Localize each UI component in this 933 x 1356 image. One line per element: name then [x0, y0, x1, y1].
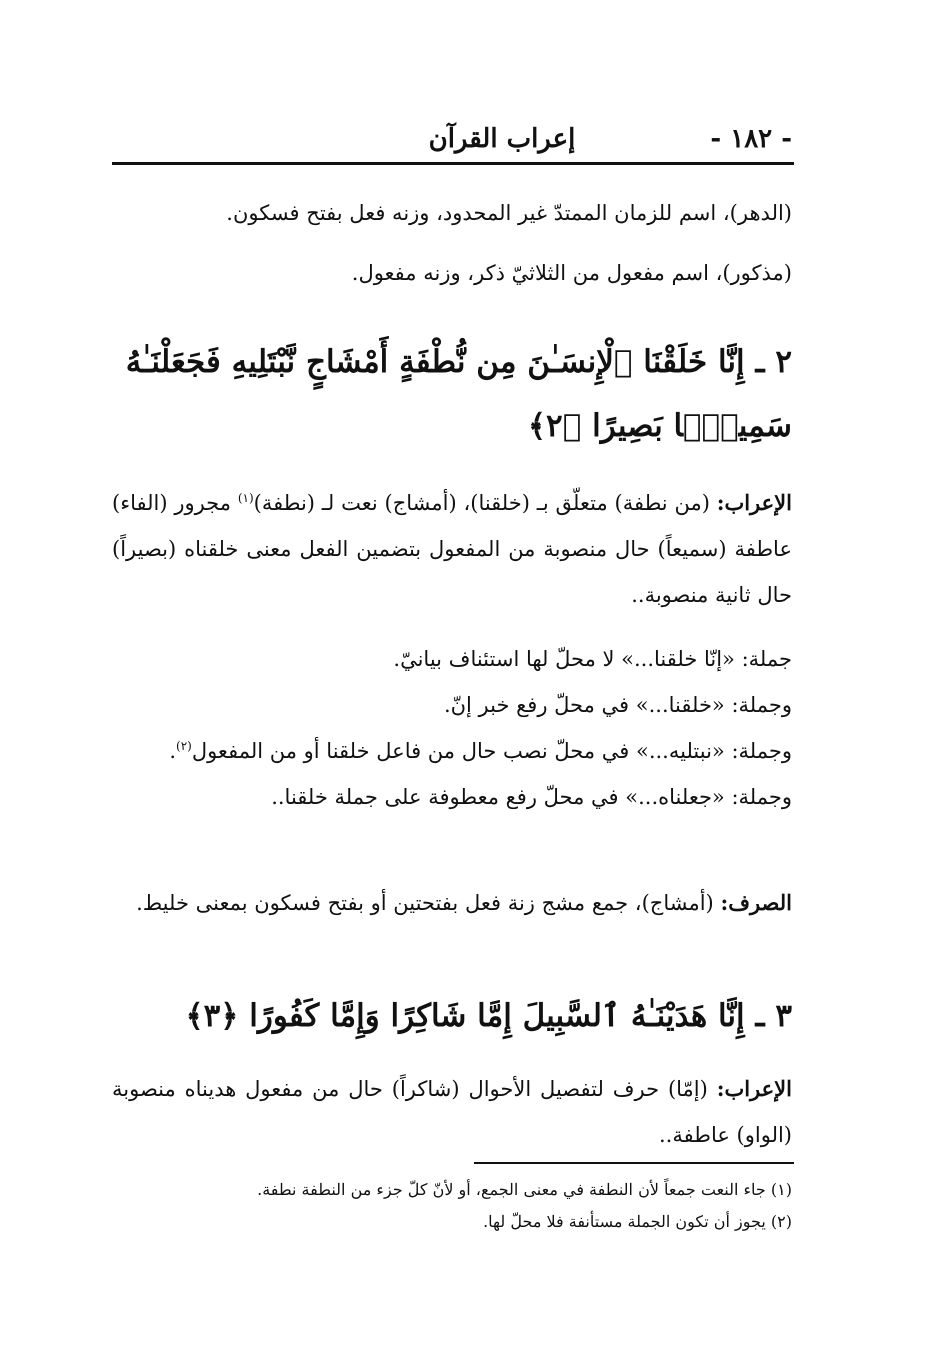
footnote-ref: (١) [237, 491, 254, 505]
sentence-text: وجملة: «نبتليه...» في محلّ نصب حال من فاعل خلقنا أو من المفعول [191, 739, 792, 763]
page-number: - ١٨٢ - [710, 124, 792, 154]
irab-label: الإعراب: [716, 490, 792, 515]
page-header [112, 118, 792, 162]
irab-text-cont: مجرور (الفاء) عاطفة (سميعاً) حال منصوبة من المفعول بتضمين الفعل معنى خلقناه (بصيراً) حال ثانية منصوبة.. [112, 491, 792, 607]
header-divider [112, 162, 794, 165]
page-title: إعراب القرآن [428, 124, 576, 154]
paragraph-madhkur: (مذكور)، اسم مفعول من الثلاثيّ ذكر، وزنه مفعول. [351, 261, 792, 285]
footnote-1: (١) جاء النعت جمعاً لأن النطفة في معنى الجمع، أو لأنّ كلّ جزء من النطفة نطفة. [257, 1180, 792, 1199]
footnote-divider [474, 1162, 794, 1164]
verse-number: ٢ ـ [755, 344, 792, 380]
verse-number: ٣ ـ [755, 998, 792, 1034]
sentence-item: وجملة: «خلقنا...» في محلّ رفع خبر إنّ. [443, 693, 792, 717]
sarf-text: (أمشاج)، جمع مشج زنة فعل بفتحتين أو بفتح فسكون بمعنى خليط. [136, 891, 714, 915]
sentence-item: وجملة: «جعلناه...» في محلّ رفع معطوفة على جملة خلقنا.. [271, 785, 792, 809]
sarf-label: الصرف: [720, 890, 792, 915]
footnote-ref: (٢) [176, 739, 192, 753]
ayah-mark: ﴿٢﴾ [527, 408, 582, 444]
irab-verse-3 [112, 1066, 792, 1158]
verse-2 [112, 330, 792, 458]
irab-text: (إمّا) حرف لتفصيل الأحوال (شاكراً) حال من مفعول هديناه منصوبة (الواو) عاطفة.. [112, 1077, 792, 1147]
sentence-analysis [112, 636, 792, 820]
paragraph-dahr: (الدهر)، اسم للزمان الممتدّ غير المحدود، وزنه فعل بفتح فسكون. [226, 201, 792, 225]
irab-verse-2 [112, 480, 792, 618]
sentence-end: . [169, 739, 176, 763]
irab-label: الإعراب: [716, 1076, 792, 1101]
irab-text: (من نطفة) متعلّق بـ (خلقنا)، (أمشاج) نعت لـ (نطفة) [253, 491, 710, 515]
sentence-item [112, 728, 792, 774]
sentence-item: جملة: «إنّا خلقنا...» لا محلّ لها استئناف بيانيّ. [393, 647, 792, 671]
footnote-2: (٢) يجوز أن تكون الجملة مستأنفة فلا محلّ لها. [483, 1212, 792, 1231]
verse-3 [112, 984, 792, 1048]
verse-text: إِنَّا هَدَيْنَـٰهُ ٱلسَّبِيلَ إِمَّا شَاكِرًا وَإِمَّا كَفُورًا [249, 998, 745, 1034]
verse-text: إِنَّا خَلَقْنَا ٱلْإِنسَـٰنَ مِن نُّطْفَةٍ أَمْشَاجٍ نَّبْتَلِيهِ فَجَعَلْنَـٰهُ سَمِيعًۢا بَصِيرًا [125, 344, 792, 444]
sarf-section [112, 880, 792, 926]
ayah-mark: ﴿٣﴾ [185, 998, 239, 1034]
